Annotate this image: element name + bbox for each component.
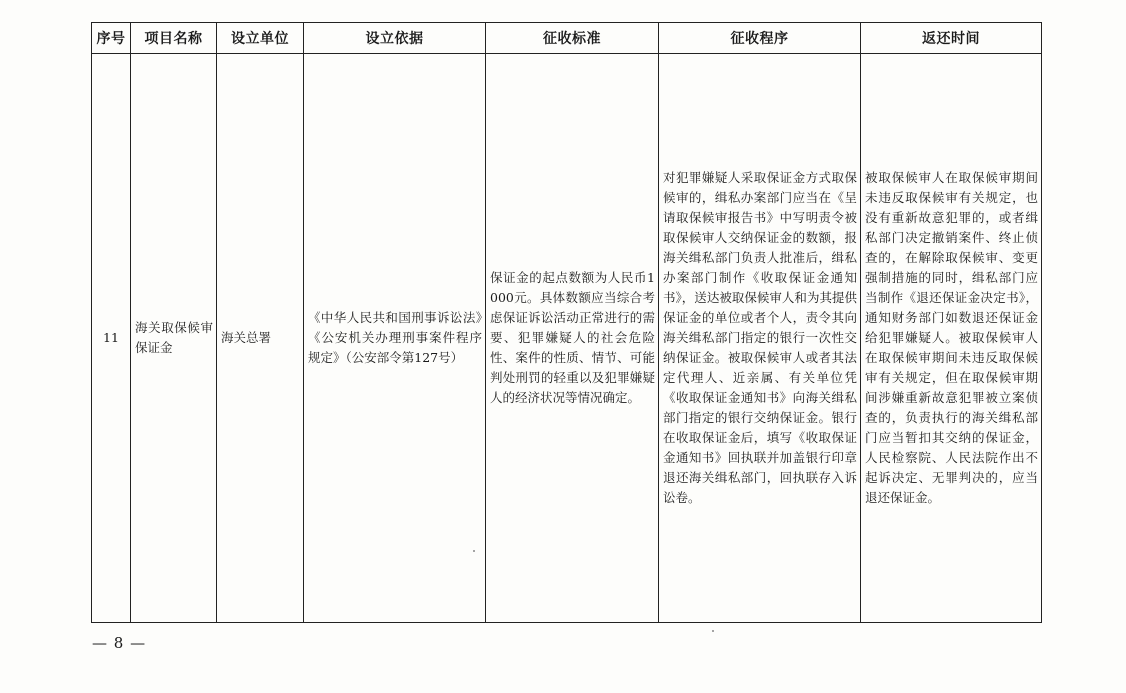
header-standard: 征收标准 bbox=[486, 23, 659, 54]
row-standard: 保证金的起点数额为人民币1000元。具体数额应当综合考虑保证诉讼活动正常进行的需要、犯罪嫌疑人的社会危险性、案件的性质、情节、可能判处刑罚的轻重以及犯罪嫌疑人的经济状况等情况确定。 bbox=[486, 54, 659, 623]
row-number: 11 bbox=[92, 54, 131, 623]
header-procedure: 征收程序 bbox=[659, 23, 861, 54]
header-basis: 设立依据 bbox=[304, 23, 486, 54]
row-basis: 《中华人民共和国刑事诉讼法》《公安机关办理刑事案件程序规定》（公安部令第127号） bbox=[304, 54, 486, 623]
row-unit: 海关总署 bbox=[217, 54, 304, 623]
row-return-time: 被取保候审人在取保候审期间未违反取保候审有关规定，也没有重新故意犯罪的，或者缉私部门决定撤销案件、终止侦查的，在解除取保候审、变更强制措施的同时，缉私部门应当制作《退还保证金决定书》，通知财务部门如数退还保证金给犯罪嫌疑人。被取保候审人在取保候审期间未违反取保候审有关规定，但在取保候审期间涉嫌重新故意犯罪被立案侦查的，负责执行的海关缉私部门应当暂扣其交纳的保证金，人民检察院、人民法院作出不起诉决定、无罪判决的，应当退还保证金。 bbox=[861, 54, 1042, 623]
header-number: 序号 bbox=[92, 23, 131, 54]
table-header-row bbox=[92, 23, 1042, 54]
row-procedure: 对犯罪嫌疑人采取保证金方式取保候审的，缉私办案部门应当在《呈请取保候审报告书》中写明责令被取保候审人交纳保证金的数额，报海关缉私部门负责人批准后，缉私办案部门制作《收取保证金通知书》，送达被取保候审人和为其提供保证金的单位或者个人，责令其向海关缉私部门指定的银行一次性交纳保证金。被取保候审人或者其法定代理人、近亲属、有关单位凭《收取保证金通知书》向海关缉私部门指定的银行交纳保证金。银行在收取保证金后，填写《收取保证金通知书》回执联并加盖银行印章退还海关缉私部门，回执联存入诉讼卷。 bbox=[659, 54, 861, 623]
table-row bbox=[92, 54, 1042, 623]
scan-speck bbox=[473, 550, 475, 552]
header-return-time: 返还时间 bbox=[861, 23, 1042, 54]
page-number: — 8 — bbox=[92, 634, 147, 652]
row-item-name: 海关取保候审保证金 bbox=[131, 54, 217, 623]
header-unit: 设立单位 bbox=[217, 23, 304, 54]
header-item-name: 项目名称 bbox=[131, 23, 217, 54]
fee-table bbox=[91, 22, 1042, 623]
scan-speck bbox=[712, 630, 714, 632]
